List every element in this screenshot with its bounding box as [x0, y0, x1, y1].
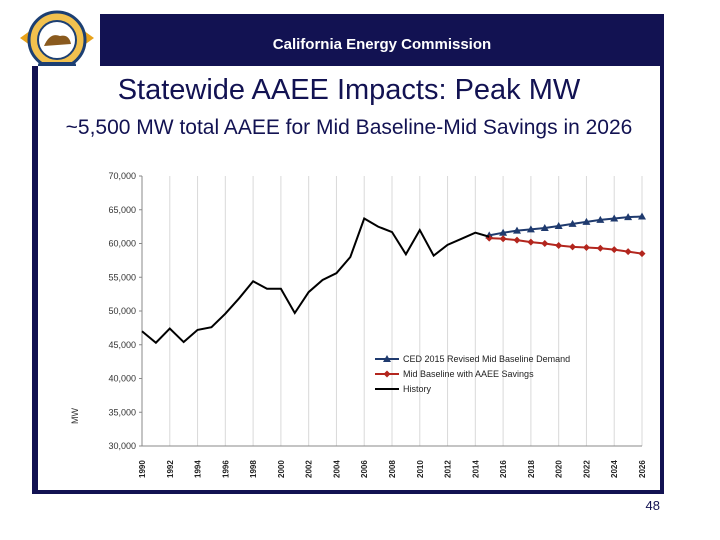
legend-label: CED 2015 Revised Mid Baseline Demand — [403, 354, 571, 364]
x-tick-label: 1994 — [193, 460, 203, 478]
x-tick-label: 2008 — [388, 460, 397, 478]
data-point — [639, 250, 646, 257]
y-tick-label: 70,000 — [108, 171, 136, 181]
x-tick-label: 2006 — [360, 460, 370, 478]
y-axis-label: MW — [70, 408, 80, 424]
x-tick-label: 2026 — [638, 460, 647, 478]
y-tick-label: 65,000 — [108, 204, 136, 215]
y-tick-label: 45,000 — [108, 339, 136, 350]
data-point — [583, 244, 590, 251]
data-point — [384, 371, 391, 378]
y-tick-label: 40,000 — [108, 373, 136, 384]
chart-legend — [375, 354, 570, 394]
data-point — [611, 246, 618, 253]
x-tick-label: 2016 — [499, 460, 509, 478]
header-bar — [100, 14, 664, 66]
x-tick-label: 2000 — [276, 460, 286, 478]
x-tick-label: 2020 — [554, 460, 564, 478]
x-tick-label: 2014 — [471, 460, 481, 478]
series-line-2 — [142, 219, 489, 343]
legend-label: Mid Baseline with AAEE Savings — [403, 369, 534, 379]
data-point — [555, 242, 562, 249]
x-tick-label: 2004 — [332, 460, 342, 478]
chart-axes — [70, 171, 647, 478]
series-line-1 — [489, 238, 642, 254]
data-point — [569, 243, 576, 250]
x-tick-label: 2012 — [443, 460, 453, 478]
y-tick-label: 30,000 — [108, 441, 136, 451]
data-point — [541, 240, 548, 247]
x-tick-label: 2002 — [304, 460, 314, 478]
slide-subtitle: ~5,500 MW total AAEE for Mid Baseline-Mid Savings in 2026 — [65, 116, 633, 139]
slide-title: Statewide AAEE Impacts: Peak MW — [117, 74, 581, 106]
x-tick-label: 1996 — [221, 460, 231, 478]
x-tick-label: 2022 — [582, 460, 592, 478]
data-point — [625, 248, 632, 255]
x-tick-label: 1992 — [165, 460, 175, 478]
chart-gridlines — [142, 176, 642, 446]
x-tick-label: 2024 — [610, 460, 620, 478]
data-point — [597, 245, 604, 252]
data-point — [500, 235, 507, 242]
header-title: California Energy Commission — [272, 36, 492, 53]
y-tick-label: 60,000 — [108, 238, 136, 249]
y-tick-label: 50,000 — [108, 306, 136, 316]
peak-mw-chart — [60, 166, 660, 490]
y-tick-label: 55,000 — [108, 272, 136, 283]
series-line-0 — [489, 217, 642, 236]
page-number: 48 — [645, 498, 660, 513]
california-energy-commission-seal-icon — [14, 8, 100, 74]
data-point — [514, 237, 521, 244]
x-tick-label: 1998 — [249, 460, 259, 478]
chart-series — [142, 213, 646, 343]
legend-label: History — [403, 384, 432, 394]
x-tick-label: 1990 — [138, 460, 147, 478]
y-tick-label: 35,000 — [108, 407, 136, 418]
data-point — [527, 239, 534, 246]
x-tick-label: 2010 — [415, 460, 425, 478]
x-tick-label: 2018 — [526, 460, 536, 478]
